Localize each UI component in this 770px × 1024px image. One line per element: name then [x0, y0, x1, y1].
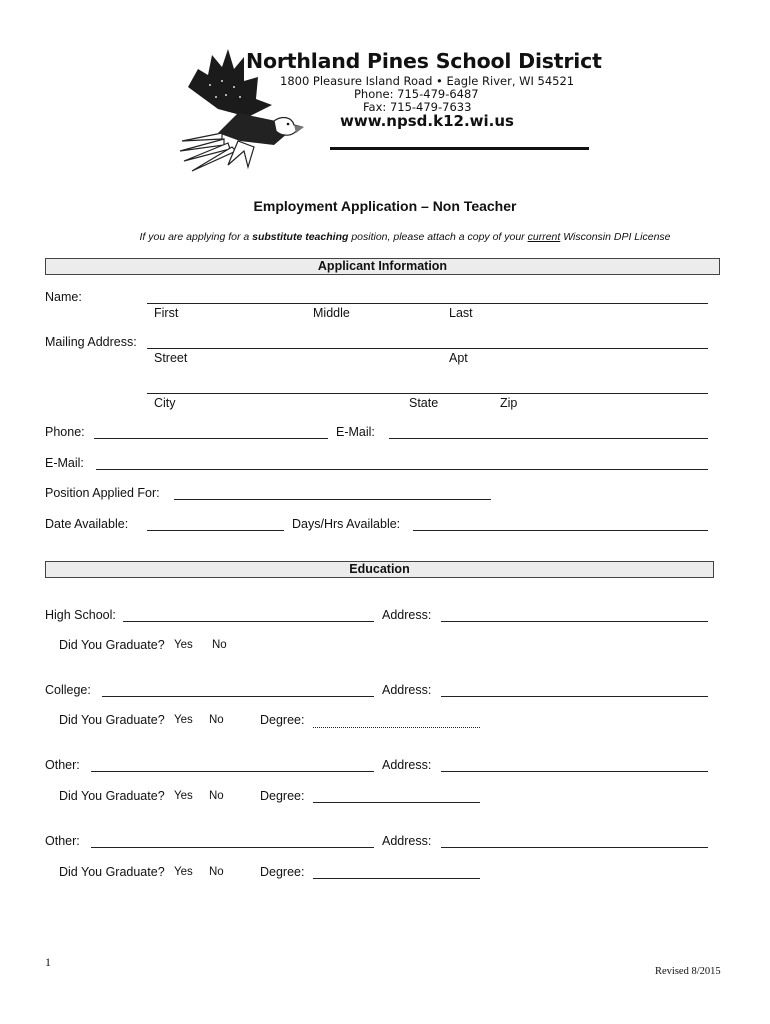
street-caption: Street — [154, 351, 188, 365]
district-fax: Fax: 715-479-7633 — [363, 100, 472, 114]
last-name-caption: Last — [449, 306, 473, 320]
header-rule — [330, 147, 589, 150]
position-label: Position Applied For: — [45, 486, 160, 500]
district-phone: Phone: 715-479-6487 — [354, 87, 479, 101]
college-address-label: Address: — [382, 683, 432, 697]
middle-name-caption: Middle — [313, 306, 350, 320]
education-heading: Education — [45, 561, 714, 578]
days-hrs-label: Days/Hrs Available: — [292, 517, 401, 531]
hs-graduate-yes[interactable]: Yes — [174, 639, 193, 651]
substitute-notice: If you are applying for a substitute teaching position, please attach a copy of your current Wisconsin DPI License — [139, 231, 671, 243]
high-school-address-field[interactable] — [441, 621, 708, 622]
date-available-label: Date Available: — [45, 517, 129, 531]
email-inline-label: E-Mail: — [336, 425, 375, 439]
other1-field[interactable] — [91, 771, 374, 772]
city-caption: City — [154, 396, 176, 410]
other1-graduate-no[interactable]: No — [209, 790, 224, 802]
college-field[interactable] — [102, 696, 374, 697]
date-available-field[interactable] — [147, 530, 284, 531]
phone-field[interactable] — [94, 438, 328, 439]
name-field[interactable] — [147, 303, 708, 304]
other1-graduate-label: Did You Graduate? — [59, 789, 165, 803]
high-school-label: High School: — [45, 608, 116, 622]
applicant-info-heading: Applicant Information — [45, 258, 720, 275]
other1-label: Other: — [45, 758, 80, 772]
email-label: E-Mail: — [45, 456, 84, 470]
high-school-field[interactable] — [123, 621, 374, 622]
name-label: Name: — [45, 290, 82, 304]
district-website[interactable]: www.npsd.k12.wi.us — [340, 112, 514, 130]
other1-address-field[interactable] — [441, 771, 708, 772]
other2-address-field[interactable] — [441, 847, 708, 848]
other2-graduate-no[interactable]: No — [209, 866, 224, 878]
other2-field[interactable] — [91, 847, 374, 848]
mailing-address-label: Mailing Address: — [45, 335, 137, 349]
college-graduate-label: Did You Graduate? — [59, 713, 165, 727]
other2-address-label: Address: — [382, 834, 432, 848]
hs-graduate-label: Did You Graduate? — [59, 638, 165, 652]
other1-graduate-yes[interactable]: Yes — [174, 790, 193, 802]
district-name: Northland Pines School District — [246, 49, 602, 73]
email-inline-field[interactable] — [389, 438, 708, 439]
form-title: Employment Application – Non Teacher — [253, 198, 517, 214]
high-school-address-label: Address: — [382, 608, 432, 622]
position-field[interactable] — [174, 499, 491, 500]
other1-degree-field[interactable] — [313, 802, 480, 803]
email-field[interactable] — [96, 469, 708, 470]
other1-degree-label: Degree: — [260, 789, 305, 803]
college-degree-field[interactable] — [313, 727, 480, 728]
street-field[interactable] — [147, 348, 708, 349]
college-graduate-no[interactable]: No — [209, 714, 224, 726]
other2-label: Other: — [45, 834, 80, 848]
apt-caption: Apt — [449, 351, 468, 365]
revised-date: Revised 8/2015 — [655, 966, 721, 977]
college-degree-label: Degree: — [260, 713, 305, 727]
zip-caption: Zip — [500, 396, 518, 410]
other2-degree-label: Degree: — [260, 865, 305, 879]
college-label: College: — [45, 683, 91, 697]
days-hrs-field[interactable] — [413, 530, 708, 531]
other2-graduate-yes[interactable]: Yes — [174, 866, 193, 878]
hs-graduate-no[interactable]: No — [212, 639, 227, 651]
other2-graduate-label: Did You Graduate? — [59, 865, 165, 879]
phone-label: Phone: — [45, 425, 85, 439]
first-name-caption: First — [154, 306, 179, 320]
college-graduate-yes[interactable]: Yes — [174, 714, 193, 726]
college-address-field[interactable] — [441, 696, 708, 697]
district-address: 1800 Pleasure Island Road • Eagle River, WI 54521 — [280, 74, 575, 88]
city-state-zip-field[interactable] — [147, 393, 708, 394]
state-caption: State — [409, 396, 439, 410]
other2-degree-field[interactable] — [313, 878, 480, 879]
other1-address-label: Address: — [382, 758, 432, 772]
page-number: 1 — [45, 955, 51, 969]
